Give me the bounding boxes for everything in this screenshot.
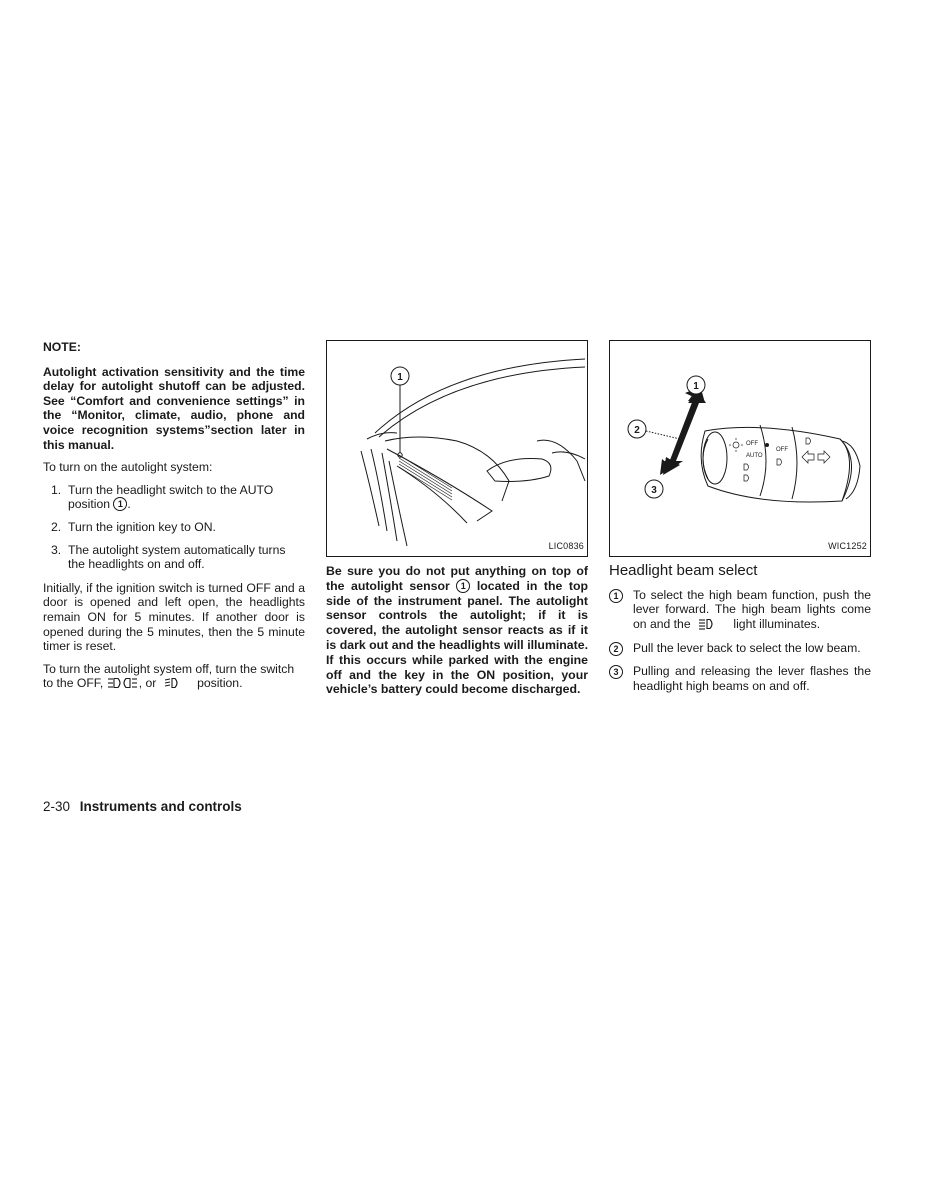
warning-text-b: located in the top side of the instrument panel. The autolight sensor controls the autolight; if it is covered, the autolight sensor reacts as if it is dark out and the headlights will illuminate. If this occurs while parked with the engine off and the key in the ON position, your vehicle’s battery could become discharged. bbox=[326, 578, 589, 697]
instrument-panel-illustration bbox=[327, 341, 587, 556]
page-footer bbox=[43, 799, 242, 814]
callout-label: 2 bbox=[634, 425, 640, 436]
paragraph-initially: Initially, if the ignition switch is turned OFF and a door is opened and left open, the headlights remain ON for 5 minutes. If another door is opened during the 5 minutes, then the 5 minute timer is reset. bbox=[43, 580, 305, 654]
figure-code: WIC1252 bbox=[828, 541, 867, 552]
item-text: Pull the lever back to select the low beam. bbox=[633, 641, 861, 656]
note-body: Autolight activation sensitivity and the time delay for autolight shutoff can be adjusted. See “Comfort and convenience settings” in the “Monitor, climate, audio, phone and voice recognition systems”section later in this manual. bbox=[43, 364, 305, 452]
figure-code: LIC0836 bbox=[548, 541, 584, 552]
turn-off-text-a: To turn the autolight system off, turn the switch to the OFF, bbox=[43, 661, 295, 691]
step-text: Turn the headlight switch to the AUTO position bbox=[68, 482, 274, 512]
list-item bbox=[609, 641, 871, 656]
headlight-icon bbox=[164, 677, 180, 693]
item-text-a: To select the high beam function, push the lever forward. The high beam lights come on and the bbox=[633, 587, 871, 631]
item-text: Pulling and releasing the lever flashes the headlight high beams on and off. bbox=[633, 663, 871, 693]
item-text-b: light illuminates. bbox=[733, 616, 821, 631]
step-text: The autolight system automatically turns the headlights on and off. bbox=[68, 542, 286, 572]
step-number: 2. bbox=[51, 519, 62, 534]
list-item bbox=[609, 664, 871, 693]
beam-select-list bbox=[609, 588, 871, 694]
column-middle bbox=[326, 340, 588, 697]
warning-text-a: Be sure you do not put anything on top of the autolight sensor bbox=[326, 564, 588, 593]
page-number: 2-30 bbox=[43, 799, 71, 814]
paragraph-turn-off bbox=[43, 662, 305, 693]
figure-autolight-sensor bbox=[326, 340, 588, 557]
callout-label: 1 bbox=[693, 381, 699, 392]
callout-circle: 1 bbox=[456, 579, 470, 593]
switch-label-auto: AUTO bbox=[746, 453, 763, 459]
switch-label-off-2: OFF bbox=[776, 447, 788, 453]
steps-list bbox=[43, 483, 305, 572]
high-beam-icon bbox=[698, 618, 716, 634]
note-title: NOTE: bbox=[43, 340, 81, 354]
list-item bbox=[43, 543, 305, 572]
headlight-lever-illustration bbox=[610, 341, 870, 556]
callout-circle: 1 bbox=[609, 589, 623, 603]
turn-off-text-c: position. bbox=[197, 676, 243, 691]
list-item bbox=[43, 520, 305, 535]
callout-label: 1 bbox=[397, 372, 403, 383]
callout-circle: 3 bbox=[609, 665, 623, 679]
callout-circle: 1 bbox=[113, 497, 127, 511]
parking-light-icon bbox=[107, 677, 139, 693]
column-left bbox=[43, 340, 305, 701]
list-item: 1. Turn the headlight switch to the AUTO position 1 . bbox=[51, 482, 274, 512]
intro-text: To turn on the autolight system: bbox=[43, 460, 213, 475]
step-number: 1. bbox=[51, 482, 62, 497]
switch-label-off: OFF bbox=[746, 441, 758, 447]
column-right bbox=[609, 340, 871, 701]
section-heading: Headlight beam select bbox=[609, 562, 758, 579]
step-text: Turn the ignition key to ON. bbox=[68, 519, 216, 534]
step-number: 3. bbox=[51, 542, 62, 557]
section-title: Instruments and controls bbox=[79, 799, 242, 814]
callout-circle: 2 bbox=[609, 642, 623, 656]
turn-off-text-b: , or bbox=[138, 676, 157, 691]
warning-text bbox=[326, 564, 588, 697]
figure-headlight-lever bbox=[609, 340, 871, 557]
callout-label: 3 bbox=[651, 485, 657, 496]
list-item bbox=[609, 588, 871, 634]
